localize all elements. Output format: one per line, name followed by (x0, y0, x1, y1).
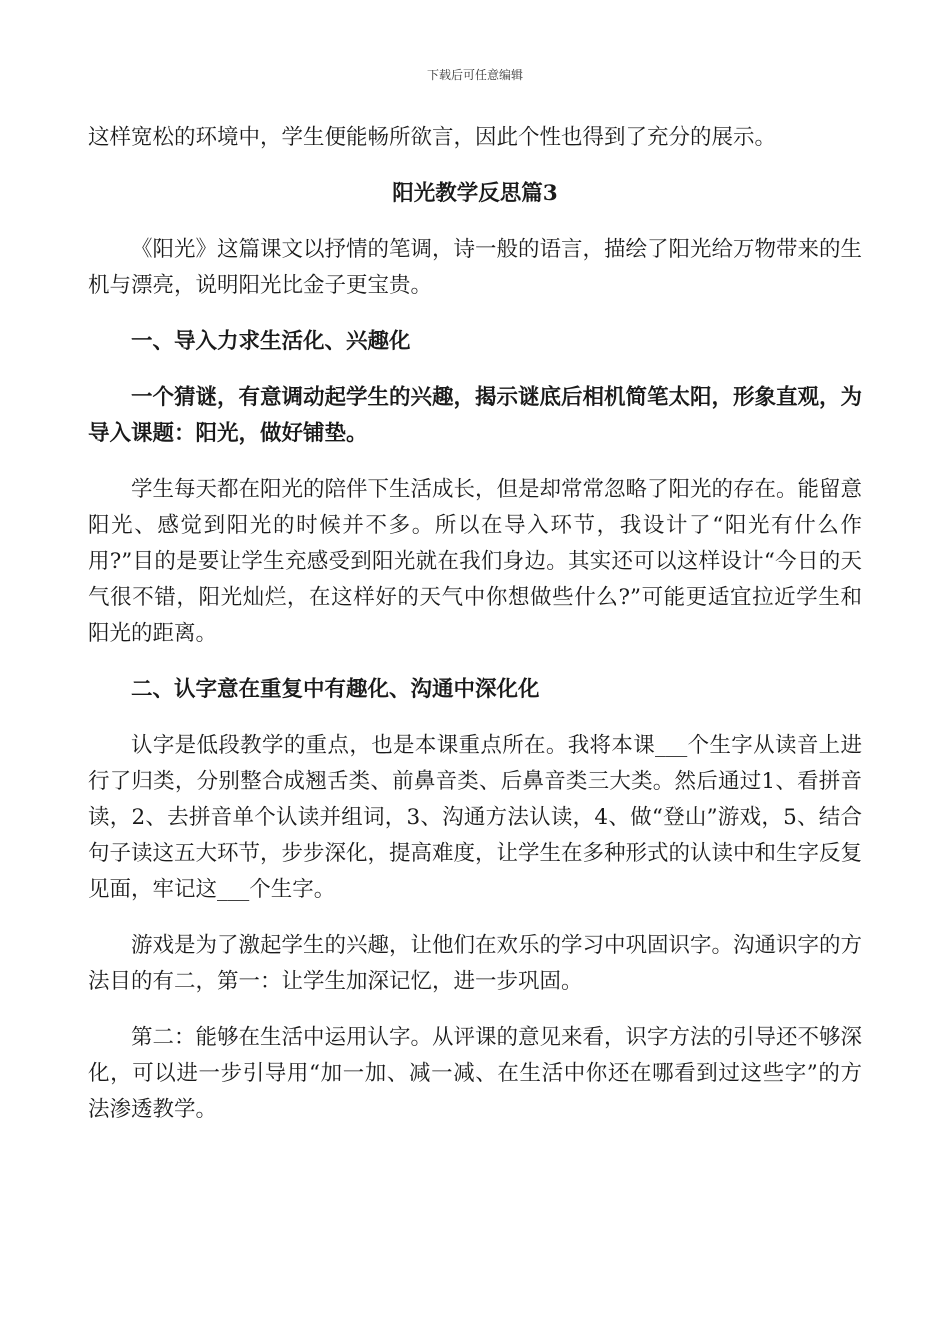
paragraph-continuation: 这样宽松的环境中，学生便能畅所欲言，因此个性也得到了充分的展示。 (88, 125, 777, 150)
paragraph-6: 第二：能够在生活中运用认字。从评课的意见来看，识字方法的引导还不够深化，可以进一步引导用“加一加、减一减、在生活中你还在哪看到过这些字”的方法渗透教学。 (88, 1025, 863, 1122)
paragraph-bold: 一个猜谜，有意调动起学生的兴趣，揭示谜底后相机简笔太阳，形象直观，为导入课题：阳光，做好铺垫。 (88, 385, 863, 446)
paragraph-4: 认字是低段教学的重点，也是本课重点所在。我将本课___个生字从读音上进行了归类，分别整合成翘舌类、前鼻音类、后鼻音类三大类。然后通过1、看拼音读，2、去拼音单个认读并组词，3、沟通方法认读，4、做“登山”游戏，5、结合句子读这五大环节，步步深化，提高难度，让学生在多种形式的认读中和生字反复见面，牢记这___个生字。 (88, 733, 863, 902)
heading-1: 一、导入力求生活化、兴趣化 (131, 329, 411, 354)
paragraph-5: 游戏是为了激起学生的兴趣，让他们在欢乐的学习中巩固识字。沟通识字的方法目的有二，第一：让学生加深记忆，进一步巩固。 (88, 933, 863, 994)
paragraph-3: 学生每天都在阳光的陪伴下生活成长，但是却常常忽略了阳光的存在。能留意阳光、感觉到阳光的时候并不多。所以在导入环节，我设计了“阳光有什么作用?”目的是要让学生充感受到阳光就在我们身边。其实还可以这样设计“今日的天气很不错，阳光灿烂，在这样好的天气中你想做些什么?”可能更适宜拉近学生和阳光的距离。 (88, 477, 863, 646)
section-title: 阳光教学反思篇3 (392, 181, 558, 206)
heading-2: 二、认字意在重复中有趣化、沟通中深化化 (131, 677, 540, 702)
page-header: 下载后可任意编辑 (426, 68, 523, 82)
document-body (88, 120, 862, 1148)
paragraph-intro: 《阳光》这篇课文以抒情的笔调，诗一般的语言，描绘了阳光给万物带来的生机与漂亮，说明阳光比金子更宝贵。 (88, 237, 863, 298)
